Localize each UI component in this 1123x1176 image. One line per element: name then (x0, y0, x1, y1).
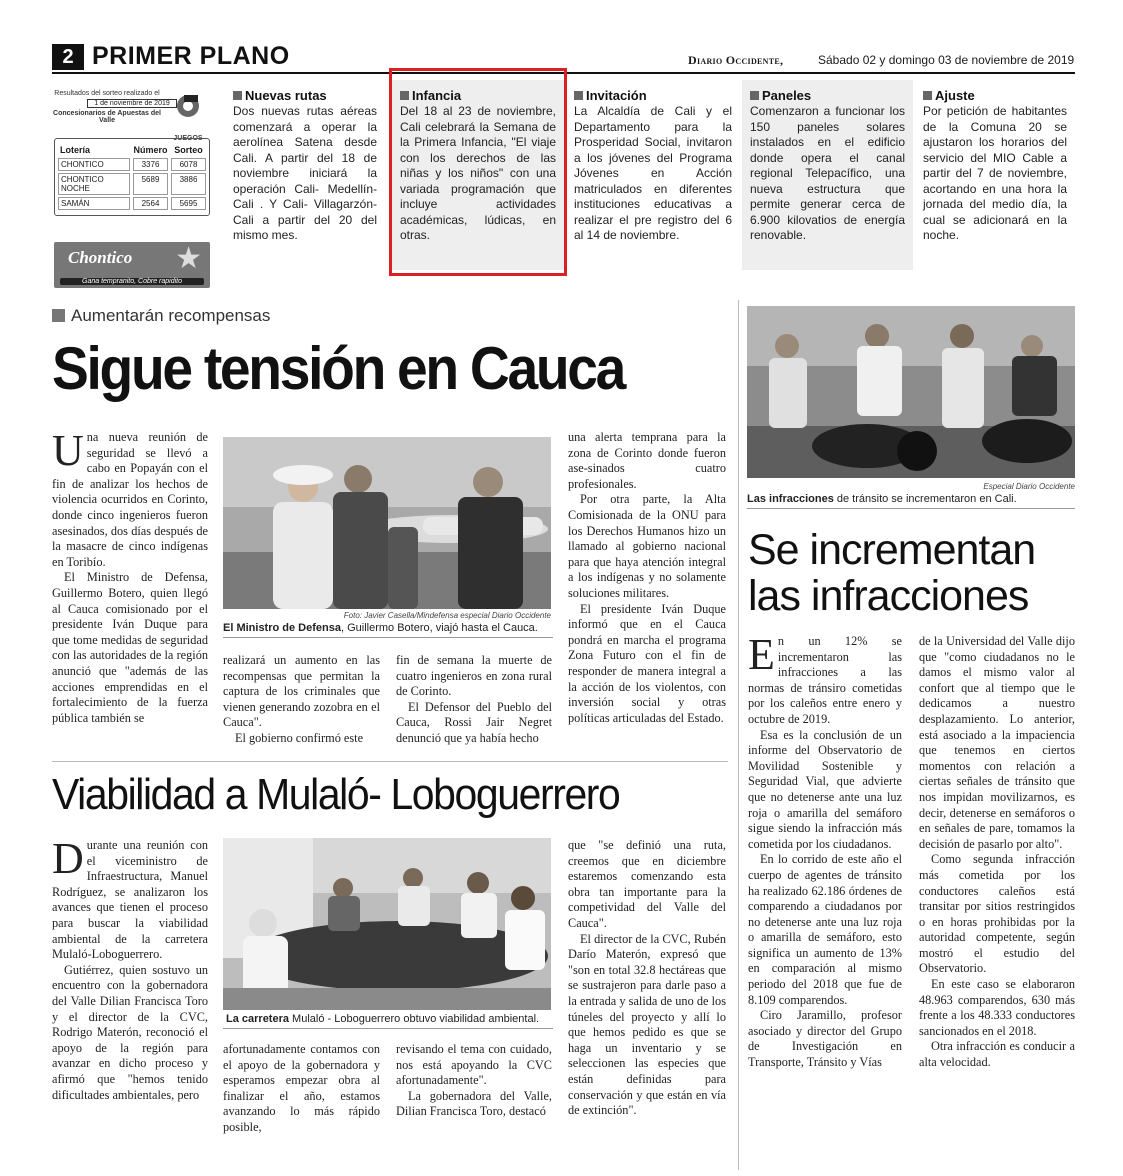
section-title: PRIMER PLANO (92, 42, 290, 70)
lottery-result-date: 1 de noviembre de 2019 (87, 99, 177, 108)
lottery-table (54, 138, 210, 216)
caption-rule (223, 1028, 553, 1029)
paragraph: de la Universidad del Valle dijo que "como ciudadanos no le damos el mismo valor al confort que al tiempo que le dedicamos a nuestro desplazamiento. Lo anterior, está asociado a la impaciencia que tenemos en ciertos momentos con relación a ciertas señales de tránsito que nos impidan movilizarnos, es decir, detenerse en semáforos o en señales de pare, tomamos la decisión de pasarlo por alto". (919, 634, 1075, 851)
cauca-column-3 (396, 653, 552, 747)
headline-cauca: Sigue tensión en Cauca (52, 335, 625, 402)
paragraph: n un 12% se incrementaron las infracciones a las normas de tránsiro cometidas por los caleños entre enero y octubre de 2019. (748, 634, 902, 726)
dropcap: E (748, 630, 775, 679)
square-bullet-icon (233, 91, 242, 100)
caption-text: , Guillermo Botero, viajó hasta el Cauca. (340, 622, 538, 634)
caption-bold: La carretera (226, 1013, 289, 1025)
photo-minister (223, 437, 551, 609)
infracciones-column-1 (748, 630, 902, 1071)
brief-title: Nuevas rutas (245, 88, 327, 103)
star-icon: ★ (175, 242, 202, 275)
brief-text: Dos nuevas rutas aéreas comenzará a operar la aerolínea Satena desde Cali. A partir del 18 de noviembre iniciará la operación Cali- Medellín-Cali . Y Cali- Villagarzón-Cali a partir del 20 del mismo mes. (233, 104, 377, 242)
lottery-table-header (58, 144, 206, 156)
paragraph: que "se definió una ruta, creemos que en diciembre estaremos comenzando esta obra tan importante para la competividad del Valle del Cauca". (568, 838, 726, 930)
paragraph: Como segunda infracción más cometida por los conductores caleños está transitar por sitios restringidos o en horas prohibidas por la autoridad competente, según mostró el estudio del Observatorio. (919, 852, 1075, 976)
page-number: 2 (52, 44, 84, 70)
lottery-row (58, 158, 206, 171)
kicker-text: Aumentarán recompensas (71, 306, 271, 325)
juegos-logo-text: JUEGOS (173, 135, 203, 142)
brief-title: Paneles (762, 88, 812, 103)
paragraph: urante una reunión con el viceministro de Infraestructura, Manuel Rodríguez, se analizaron los avances que tienen el proceso para buscar la viabilidad ambiental de la carretera Mulaló-Loboguerrero. (52, 838, 208, 962)
paragraph: El Defensor del Pueblo del Cauca, Rossi Jair Negret denunció que ya había hecho (396, 699, 552, 745)
photo-traffic-police (747, 306, 1075, 478)
brief-title: Invitación (586, 88, 647, 103)
paragraph: En lo corrido de este año el cuerpo de agentes de tránsito ha realizado 62.186 órdenes de comparendo a ciudadanos por no detenerse ante una luz roja o amarilla de semáforo, esto significa un aumento de 13% en comparación al mismo periodo del 2018 que fue de 8.109 comparendos. (748, 852, 902, 1007)
mulalo-column-2 (223, 1042, 380, 1136)
paragraph: El presidente Iván Duque informó que en el Cauca pondrá en marcha el programa Zona Futuro con el fin de responder de manera integral a la acción de los violentos, con inversión social y otras políticas articuladas del Estado. (568, 601, 726, 725)
caption-rule (223, 637, 553, 638)
caption-rule (747, 508, 1075, 509)
issue-date: Sábado 02 y domingo 03 de noviembre de 2019 (818, 53, 1075, 67)
lottery-col-header: Lotería (60, 145, 91, 155)
paragraph: La gobernadora del Valle, Dilian Francisca Toro, destacó (396, 1088, 552, 1119)
brief-text: Del 18 al 23 de noviembre, Cali celebrará la Semana de la Primera Infancia, "El viaje con los derechos de las niñas y los niños" con una variada programación que incluye actividades académicas, lúdicas, en otras. (400, 104, 556, 242)
photo-credit: Foto: Javier Casella/Mindefensa especial Diario Occidente (343, 611, 551, 620)
photo-caption (226, 1013, 556, 1025)
dropcap: D (52, 834, 84, 883)
square-bullet-icon (750, 91, 759, 100)
lottery-number: 5689 (133, 173, 168, 195)
chontico-brand: Chontico (68, 248, 133, 267)
lottery-concesionarios: Concesionarios de Apuestas del Valle (53, 110, 161, 124)
lottery-name: SAMÁN (58, 197, 130, 210)
brief-title: Ajuste (935, 88, 975, 103)
photo-meeting (223, 838, 551, 1010)
column-divider (738, 300, 739, 1170)
juegos-logo-icon (168, 92, 208, 142)
photo-credit: Especial Diario Occidente (983, 482, 1075, 491)
mulalo-column-1 (52, 834, 208, 1103)
cauca-column-1 (52, 426, 208, 726)
paragraph: Ciro Jaramillo, profesor asociado y director del Grupo de Investigación en Transporte, Tránsito y Vías (748, 1008, 902, 1070)
brief-nuevas-rutas (225, 80, 385, 270)
chontico-slogan: Gana tempranito, Cobre rapidito (60, 278, 204, 285)
brief-paneles (742, 80, 913, 270)
lottery-name: CHONTICO NOCHE (58, 173, 130, 195)
caption-bold: Las infracciones (747, 493, 834, 505)
paragraph: El Ministro de Defensa, Guillermo Botero, quien llegó al Cauca comisionado por el presidente Iván Duque para que tome medidas de seguridad con las autoridades de la región anunció que "además de las acciones emprendidas en el fortalecimiento de la fuerza pública también se (52, 570, 208, 725)
brief-ajuste (915, 80, 1075, 270)
paragraph: realizará un aumento en las recompensas que permitan la captura de los criminales que vienen generando zozobra en el Cauca". (223, 653, 380, 730)
lottery-row (58, 173, 206, 195)
photo-caption (223, 622, 553, 634)
cauca-column-4 (568, 430, 726, 726)
paragraph: na nueva reunión de seguridad se llevó a cabo en Popayán con el fin de analizar los hechos de violencia ocurridos en Corinto, donde cinco ingenieros fueron asesinados, dos días después de la masacre de cinco indígenas en Toribío. (52, 430, 208, 569)
paragraph: revisando el tema con cuidado, nos está apoyando la CVC afortunadamente". (396, 1042, 552, 1088)
brief-text: La Alcaldía de Cali y el Departamento para la Prosperidad Social, invitaron a los jóvenes del Programa Jóvenes en Acción matriculados en diferentes instituciones educativas a realizar el pre registro del 6 al 14 de noviembre. (574, 104, 732, 242)
headline-mulalo: Viabilidad a Mulaló- Loboguerrero (52, 770, 620, 819)
brief-title: Infancia (412, 88, 462, 103)
lottery-result-label: Resultados del sorteo realizado el (54, 90, 160, 97)
lottery-draw: 3886 (171, 173, 206, 195)
paragraph: fin de semana la muerte de cuatro ingenieros en zona rural de Corinto. (396, 653, 552, 699)
mulalo-column-4 (568, 838, 726, 1119)
cauca-column-2 (223, 653, 380, 747)
article-kicker (52, 306, 270, 326)
paragraph: Por otra parte, la Alta Comisionada de la ONU para los Derechos Humanos hizo un llamado al gobierno nacional para que haya atención integral a los indígenas y no solamente soluciones militares. (568, 492, 726, 600)
paragraph: Gutiérrez, quien sostuvo un encuentro con la gobernadora del Valle Dilian Francisca Toro y el director de la CVC, Rodrigo Materón, reconoció el apoyo de la región para avanzar en dicho proceso y afirmó que "hemos tenido dificultades ambientales, pero (52, 962, 208, 1102)
mulalo-column-3 (396, 1042, 552, 1120)
lottery-col-header: Sorteo (174, 145, 203, 155)
brief-text: Comenzaron a funcionar los 150 paneles solares instalados en el edificio donde opera el canal regional Telepacífico, una nueva estructura que permite generar cerca de 6.900 kilovatios de energía renovable. (750, 104, 905, 242)
brief-invitacion (566, 80, 740, 270)
paragraph: una alerta temprana para la zona de Corinto donde fueron ase-sinados cuatro profesionales. (568, 430, 726, 491)
paragraph: El director de la CVC, Rubén Darío Materón, expresó que "son en total 32.8 hectáreas que se sustrajeron para darle paso a la entrada y salida de uno de los túneles del proyecto y allí lo que hemos pedido es que se haga un inventario y se seleccionen las especies que están definidas para conservación y que están en vía de extinción". (568, 931, 726, 1118)
photo-caption (747, 493, 1077, 505)
caption-text: Mulaló - Loboguerrero obtuvo viabilidad ambiental. (289, 1013, 540, 1025)
paragraph: Otra infracción es conducir a alta velocidad. (919, 1039, 1075, 1070)
brief-text: Por petición de habitantes de la Comuna 20 se ajustaron los horarios del servicio del MIO Cable a partir del 7 de noviembre, acortando en una hora la jornada del medio día, la cual se adicionará en la noche. (923, 104, 1067, 242)
paragraph: El gobierno confirmó este (235, 730, 364, 745)
lottery-draw: 5695 (171, 197, 206, 210)
news-briefs (225, 80, 1075, 270)
lottery-number: 3376 (133, 158, 168, 171)
chontico-ad (54, 242, 210, 288)
lottery-results (52, 90, 212, 290)
caption-bold: El Ministro de Defensa (223, 622, 341, 634)
paragraph: Esa es la conclusión de un informe del Observatorio de Movilidad Sostenible y Seguridad Vial, que advierte que no detenerse ante una luz roja o amarilla del semáforo sigue siendo la infracción más cometida por los ciudadanos. (748, 727, 902, 851)
lottery-draw: 6078 (171, 158, 206, 171)
lottery-col-header: Número (133, 145, 168, 155)
highlight-box (389, 68, 567, 276)
paragraph: afortunadamente contamos con el apoyo de la gobernadora y esperamos empezar obra al finalizar el año, estamos avanzando lo más rápido posible, (223, 1042, 380, 1134)
paper-name: Diario Occidente, (688, 53, 784, 67)
headline-infracciones: Se incrementan las infracciones (748, 526, 1036, 620)
square-bullet-icon (574, 91, 583, 100)
lottery-number: 2564 (133, 197, 168, 210)
infracciones-column-2 (919, 634, 1075, 1071)
lottery-row (58, 197, 206, 210)
square-bullet-icon (923, 91, 932, 100)
dropcap: U (52, 426, 84, 475)
section-divider (52, 761, 728, 762)
paragraph: En este caso se elaboraron 48.963 comparendos, 630 más frente a los 48.333 conductores sancionados en el 2018. (919, 977, 1075, 1038)
caption-text: de tránsito se incrementaron en Cali. (833, 493, 1017, 505)
lottery-name: CHONTICO (58, 158, 130, 171)
square-bullet-icon (52, 309, 65, 322)
